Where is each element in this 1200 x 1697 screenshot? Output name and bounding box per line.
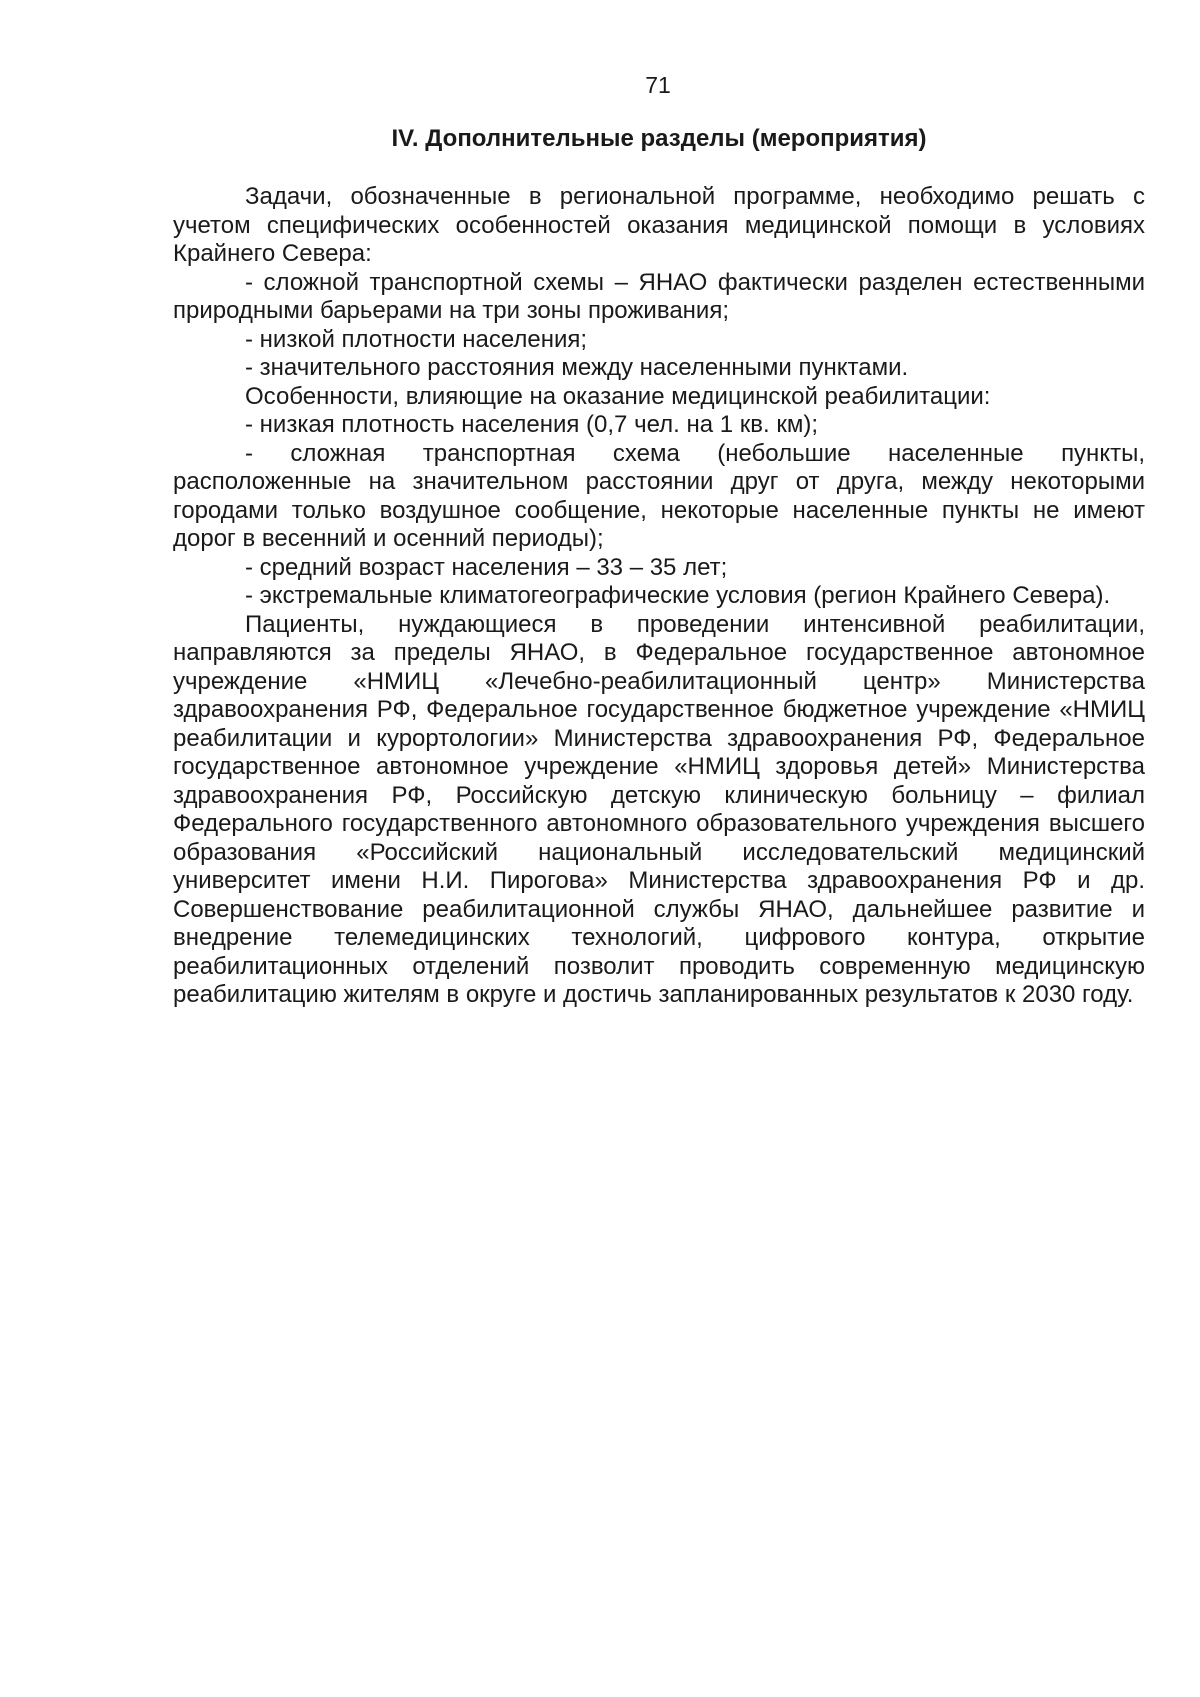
paragraph-transport-details: - сложная транспортная схема (небольшие населенные пункты, расположенные на значительном расстоянии друг от друга, между некоторыми городами только воздушное сообщение, некоторые населенные пункты не имеют дорог в весенний и осенний периоды); — [173, 439, 1145, 552]
paragraph-average-age: - средний возраст населения – 33 – 35 лет; — [245, 553, 728, 581]
page-number: 71 — [645, 72, 671, 98]
section-title: IV. Дополнительные разделы (мероприятия) — [391, 125, 927, 152]
paragraph-patients-referral: Пациенты, нуждающиеся в проведении интенсивной реабилитации, направляются за пределы ЯНАО, в Федеральное государственное автономное учреждение «НМИЦ «Лечебно-реабилитационный центр» Министерства здравоохранения РФ, Федеральное государственное бюджетное учреждение «НМИЦ реабилитации и курортологии» Министерства здравоохранения РФ, Федеральное государственное автономное учреждение «НМИЦ здоровья детей» Министерства здравоохранения РФ, Российскую детскую клиническую больницу – филиал Федерального государственного автономного образовательного учреждения высшего образования «Российский национальный исследовательский медицинский университет имени Н.И. Пирогова» Министерства здравоохранения РФ и др. Совершенствование реабилитационной службы ЯНАО, дальнейшее развитие и внедрение телемедицинских технологий, цифрового контура, открытие реабилитационных отделений позволит проводить современную медицинскую реабилитацию жителям в округе и достичь запланированных результатов к 2030 году. — [173, 610, 1145, 1008]
paragraph-climate: - экстремальные климатогеографические условия (регион Крайнего Севера). — [245, 582, 1111, 609]
paragraph-features-intro: Особенности, влияющие на оказание медицинской реабилитации: — [245, 382, 991, 410]
paragraph-low-density: - низкой плотности населения; — [245, 325, 588, 353]
paragraph-transport-scheme: - сложной транспортной схемы – ЯНАО фактически разделен естественными природными барьерами на три зоны проживания; — [173, 268, 1145, 324]
paragraph-tasks-intro: Задачи, обозначенные в региональной программе, необходимо решать с учетом специфических особенностей оказания медицинской помощи в условиях Крайнего Севера: — [173, 183, 1145, 267]
paragraph-distance: - значительного расстояния между населенными пунктами. — [245, 354, 909, 381]
paragraph-density-figure: - низкая плотность населения (0,7 чел. на 1 кв. км); — [245, 411, 818, 438]
document-body — [173, 183, 1145, 1010]
